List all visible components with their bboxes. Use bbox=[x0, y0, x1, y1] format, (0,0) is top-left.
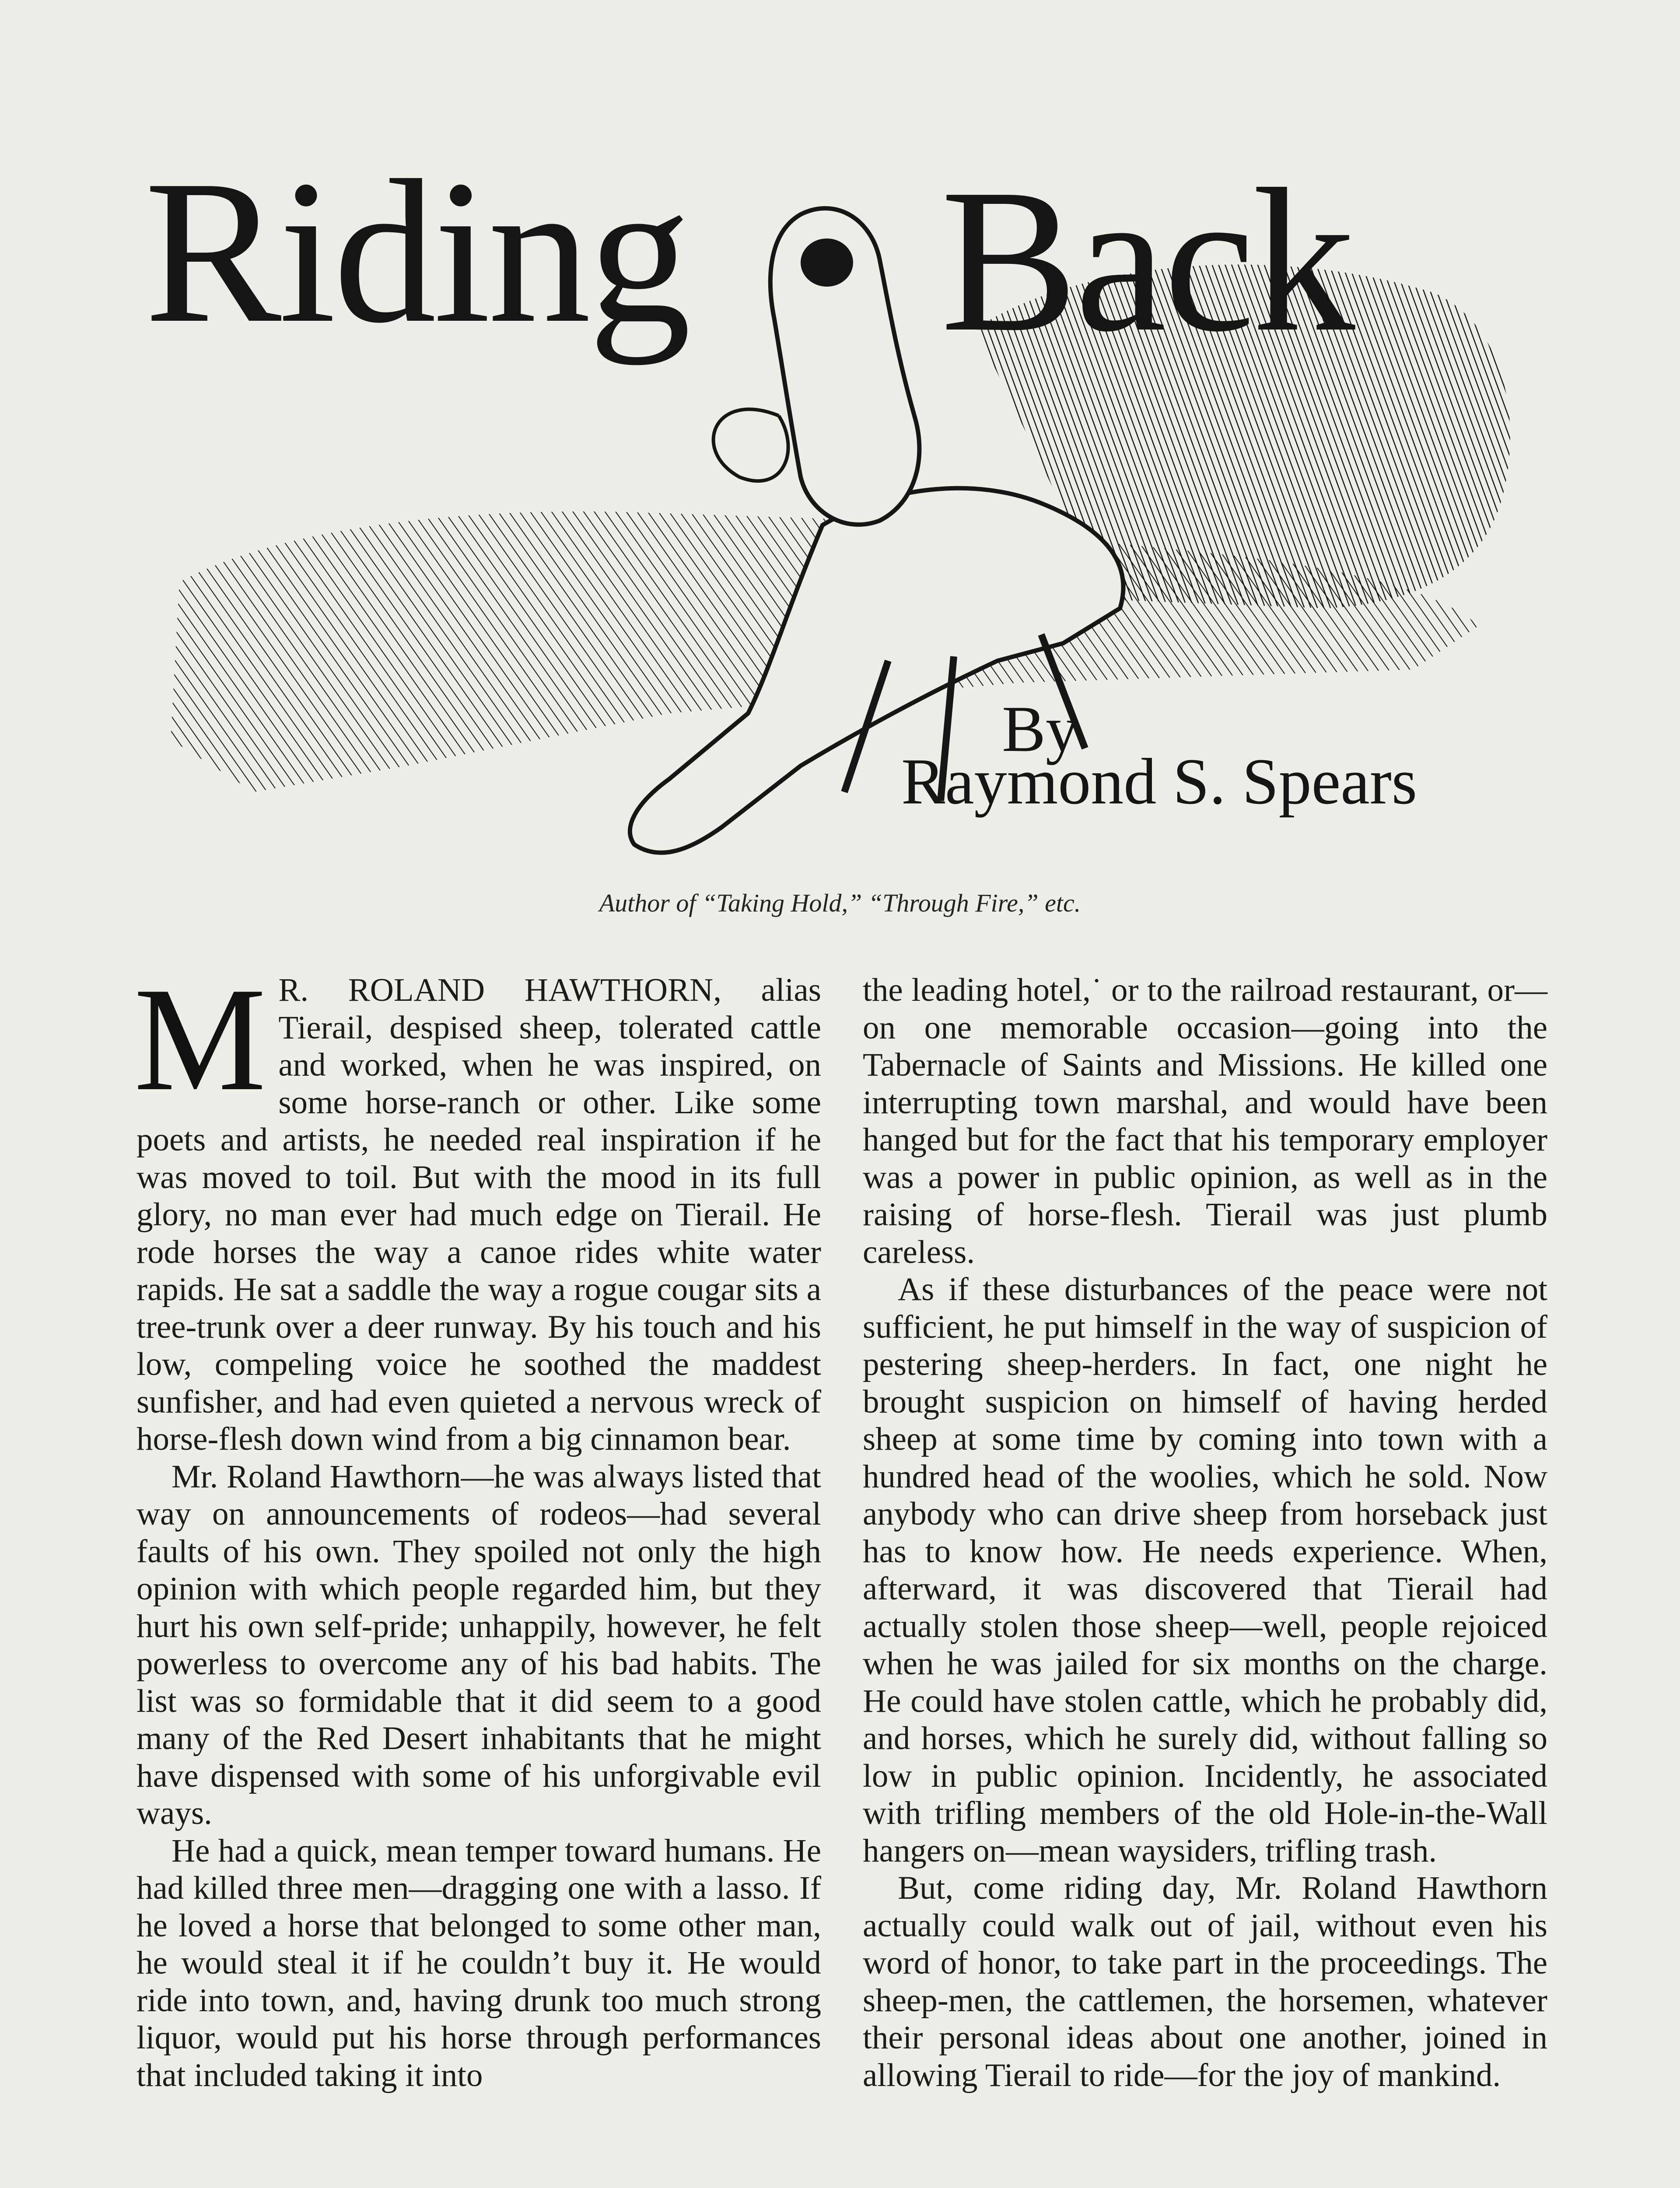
author-credits: Author of “Taking Hold,” “Through Fire,” etc. bbox=[599, 889, 1081, 917]
drop-cap: M bbox=[134, 957, 266, 1122]
paragraph bbox=[134, 957, 821, 1458]
right-column bbox=[863, 971, 1547, 2094]
paragraph: Mr. Roland Hawthorn—he was always listed that way on announcements of rodeos—had several faults of his own. They spoiled not only the high opinion with which people regarded him, but they hurt his own self-pride; unhappily, however, he felt powerless to overcome any of his bad habits. The list was so formidable that it did seem to a good many of the Red Desert inhabitants that he might have dispensed with some of his unforgivable evil ways. bbox=[136, 1458, 821, 1831]
title-word-riding: Riding bbox=[144, 137, 689, 365]
paragraph: As if these disturbances of the peace were not sufficient, he put himself in the way of suspicion of pestering sheep-herders. In fact, one night he brought suspicion on himself of having herded sheep at some time by coming into town with a hundred head of the woolies, which he sold. Now anybody who can drive sheep from horseback just has to know how. He needs experience. When, afterward, it was discovered that Tierail had actually stolen those sheep—well, people rejoiced when he was jailed for six months on the charge. He could have stolen cattle, which he probably did, and horses, which he surely did, without falling so low in public opinion. Incidently, he associated with trifling members of the old Hole-in-the-Wall hangers on—mean waysiders, trifling trash. bbox=[863, 1271, 1547, 1869]
paragraph: He had a quick, mean temper toward humans. He had killed three men—dragging one with a lasso. If he loved a horse that belonged to some other man, he would steal it if he couldn’t buy it. He would ride into town, and, having drunk too much strong liquor, would put his horse through performances that included taking it into bbox=[136, 1832, 821, 2093]
byline-by: By bbox=[1002, 693, 1079, 765]
left-column bbox=[134, 957, 821, 2094]
byline-author: Raymond S. Spears bbox=[901, 745, 1418, 818]
paragraph-text: R. ROLAND HAWTHORN, alias Tierail, despised sheep, tolerated cattle and worked, when he was inspired, on some horse-ranch or other. Like some poets and artists, he needed real inspiration if he was moved to toil. But with the mood in its full glory, no man ever had much edge on Tierail. He rode horses the way a canoe rides white water rapids. He sat a saddle the way a rogue cougar sits a tree-trunk over a deer runway. By his touch and his low, compeling voice he soothed the maddest sunfisher, and had even quieted a nervous wreck of horse-flesh down wind from a big cinnamon bear. bbox=[136, 972, 821, 1457]
title-word-back: Back bbox=[941, 146, 1353, 374]
rider-face-shadow bbox=[801, 238, 853, 287]
lasso bbox=[714, 409, 788, 481]
paragraph: the leading hotel,˙ or to the railroad restaurant, or—on one memorable occasion—going into the Tabernacle of Saints and Missions. He killed one interrupting town marshal, and would have been hanged but for the fact that his temporary employer was a power in public opinion, as well as in the raising of horse-flesh. Tierail was just plumb careless. bbox=[863, 972, 1547, 1270]
paragraph: But, come riding day, Mr. Roland Hawthorn actually could walk out of jail, without even his word of honor, to take part in the proceedings. The sheep-men, the cattlemen, the horsemen, whatever their personal ideas about one another, joined in allowing Tierail to ride—for the joy of mankind. bbox=[863, 1870, 1547, 2093]
